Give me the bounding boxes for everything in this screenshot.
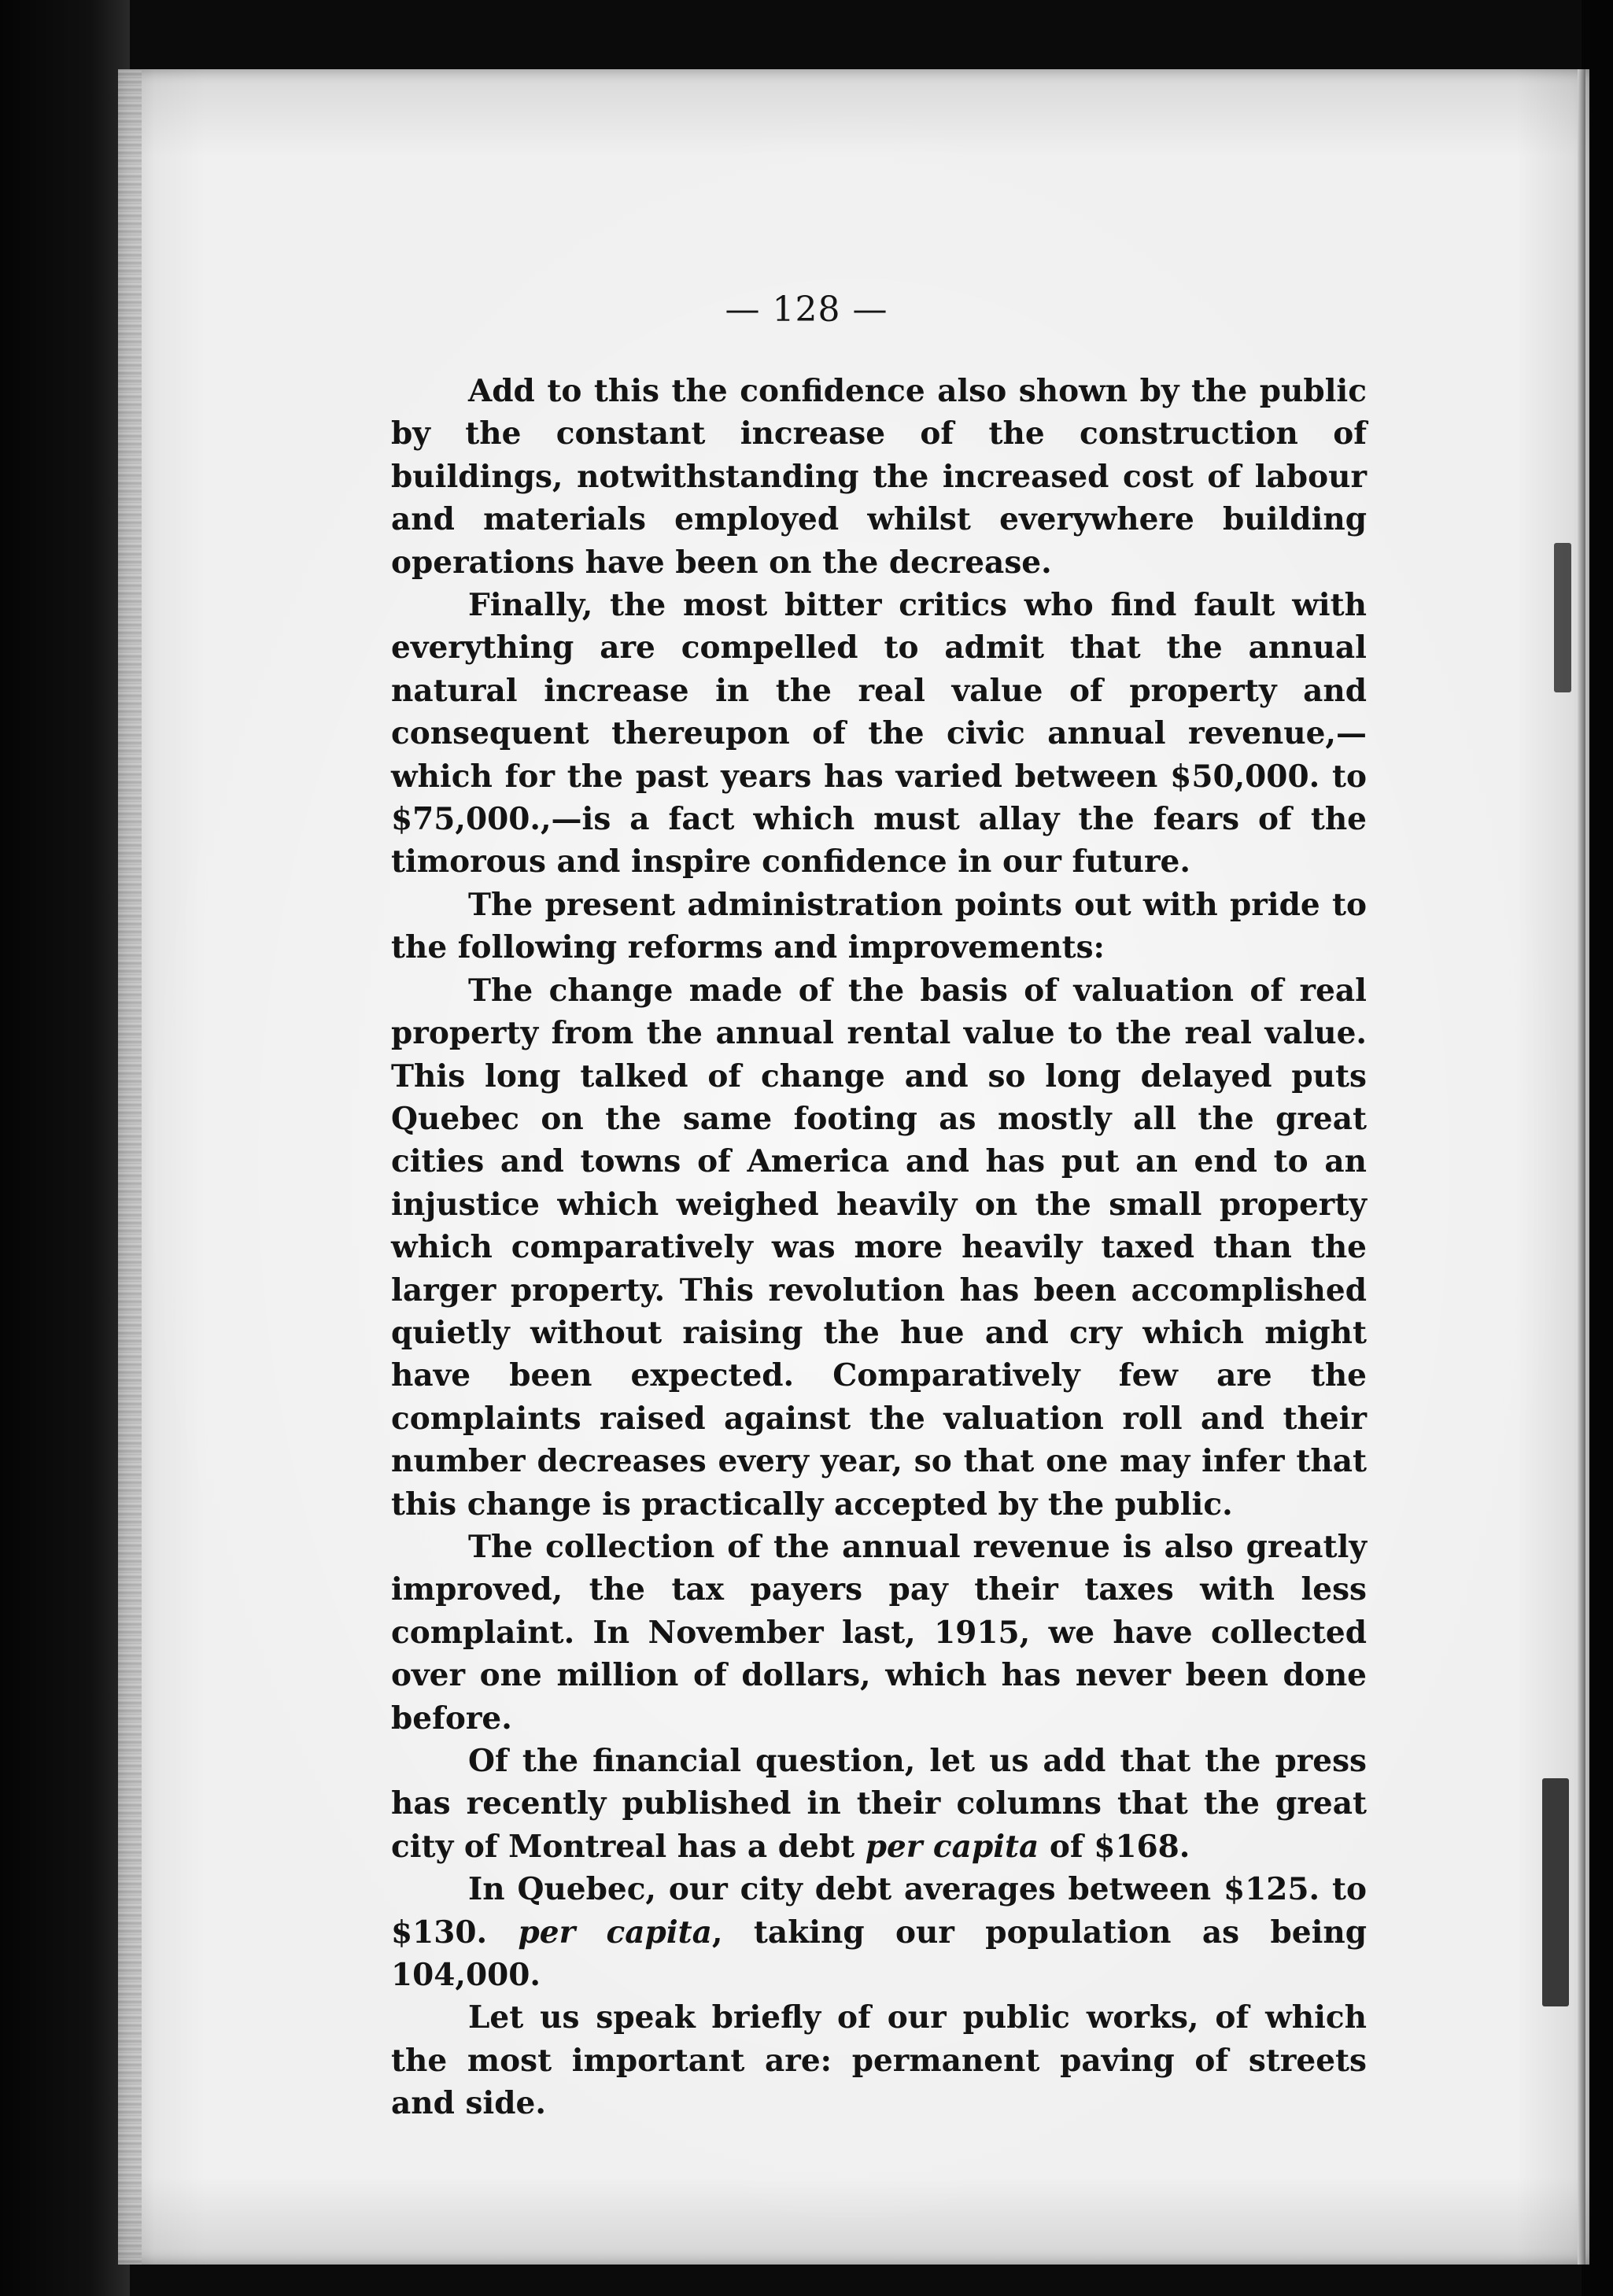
scan-border-left	[0, 0, 130, 2296]
page-edge	[1578, 69, 1585, 2265]
paragraph-7-text: In Quebec, our city debt averages between $125. to $130.	[391, 1871, 1367, 1951]
paragraph-6-italic: per capita	[865, 1828, 1039, 1865]
paragraph-7-italic: per capita	[518, 1914, 712, 1951]
paragraph-1: Add to this the confidence also shown by the public by the constant increase of the construction of buildings, notwithstanding the increased cost of labour and materials employed whilst everywhere building operations have been on the decrease.	[391, 373, 1367, 581]
paragraph-8: Let us speak briefly of our public works, of which the most important are: permanent paving of streets and side.	[391, 1999, 1367, 2122]
paragraph-7-end: , taking our population as being 104,000.	[391, 1914, 1368, 1994]
paragraph-2: Finally, the most bitter critics who find fault with everything are compelled to admit that the annual natural increase in the real value of property and consequent thereupon of the civic annual revenue,—which for the past years has varied between $50,000. to $75,000.,—is a fact which must allay the fears of the timorous and inspire confidence in our future.	[391, 587, 1367, 880]
paragraph-7	[391, 1868, 1367, 1996]
paragraph-6-end: of $168.	[1039, 1828, 1190, 1865]
body-text	[391, 370, 1367, 2125]
page-binding	[118, 69, 142, 2265]
page-number: — 128 —	[725, 290, 888, 330]
paragraph-3: The present administration points out with pride to the following reforms and improvements:	[391, 886, 1367, 966]
paragraph-6-text: Of the financial question, let us add that the press has recently published in their columns that the great city of Montreal has a debt	[391, 1743, 1367, 1865]
edge-tab-lower	[1542, 1778, 1569, 2006]
paragraph-4: The change made of the basis of valuation of real property from the annual rental value to the real value. This long talked of change and so long delayed puts Quebec on the same footing as mostly all the great cities and towns of America and has put an end to an injustice which weighed heavily on the small property which comparatively was more heavily taxed than the larger property. This revolution has been accomplished quietly without raising the hue and cry which might have been expected. Comparatively few are the complaints raised against the valuation roll and their number decreases every year, so that one may infer that this change is practically accepted by the public.	[391, 972, 1367, 1523]
paragraph-5: The collection of the annual revenue is also greatly improved, the tax payers pay their taxes with less complaint. In November last, 1915, we have collected over one million of dollars, which has never been done before.	[391, 1528, 1367, 1737]
paragraph-6	[391, 1740, 1367, 1868]
edge-tab-upper	[1554, 543, 1571, 692]
